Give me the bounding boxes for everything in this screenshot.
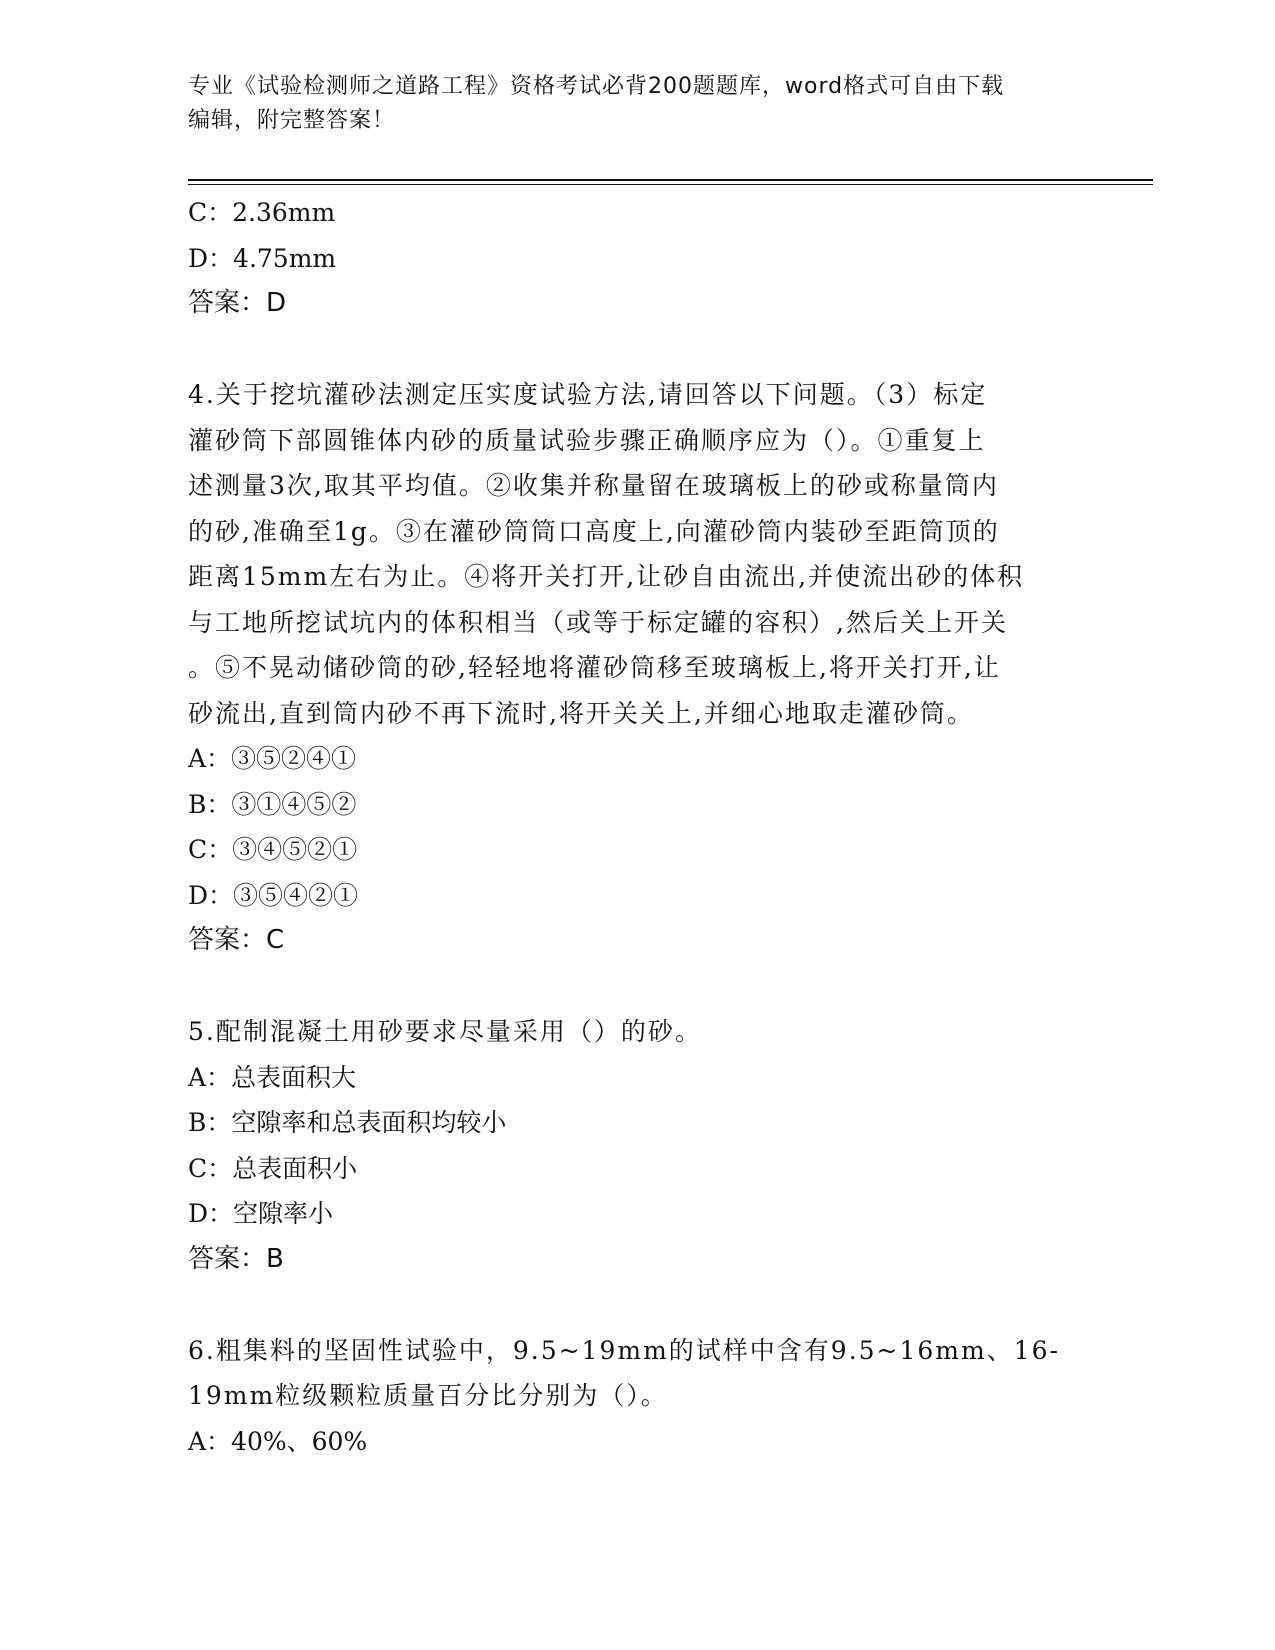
question-6 [188,1328,1078,1465]
q3-option-d: D：4.75mm [188,243,337,273]
q3-answer: 答案：D [188,288,287,318]
q4-option-a: A：③⑤②④① [188,744,357,773]
q4-line-3: 述测量3次,取其平均值。②收集并称量留在玻璃板上的砂或称量筒内 [188,471,999,500]
q5-question: 5.配制混凝土用砂要求尽量采用（）的砂。 [188,1017,702,1046]
header-rule-thin [188,184,1153,185]
q4-line-2: 灌砂筒下部圆锥体内砂的质量试验步骤正确顺序应为（）。①重复上 [188,425,986,455]
q4-line-1: 4.关于挖坑灌砂法测定压实度试验方法,请回答以下问题。（3）标定 [188,380,988,409]
q6-line-1: 6.粗集料的坚固性试验中，9.5~19mm的试样中含有9.5~16mm、16- [188,1335,1060,1365]
q5-answer: 答案：B [188,1243,284,1274]
q4-line-7: 。⑤不晃动储砂筒的砂,轻轻地将灌砂筒移至玻璃板上,将开关打开,让 [188,653,1001,682]
spacer [188,964,1078,1010]
q4-line-4: 的砂,准确至1g。③在灌砂筒筒口高度上,向灌砂筒内装砂至距筒顶的 [188,516,1000,546]
q4-option-d: D：③⑤④②① [188,880,359,910]
q5-option-a: A：总表面积大 [188,1062,357,1092]
q5-option-b: B：空隙率和总表面积均较小 [188,1108,507,1137]
q4-option-b: B：③①④⑤② [188,789,357,819]
header-line-2: 编辑，附完整答案！ [188,108,396,133]
q4-answer: 答案：C [188,925,285,955]
q5-option-d: D：空隙率小 [188,1199,334,1228]
question-3-tail [188,190,1078,327]
q6-line-2: 19mm粒级颗粒质量百分比分别为（）。 [188,1381,668,1410]
document-body [188,190,1078,1464]
q4-line-5: 距离15mm左右为止。④将开关打开,让砂自由流出,并使流出砂的体积 [188,562,1025,591]
q3-option-c: C：2.36mm [188,198,336,227]
q4-line-8: 砂流出,直到筒内砂不再下流时,将开关关上,并细心地取走灌砂筒。 [188,698,974,728]
document-header [188,70,1068,138]
question-4 [188,372,1078,964]
spacer [188,1282,1078,1328]
q4-option-c: C：③④⑤②① [188,835,358,864]
q5-option-c: C：总表面积小 [188,1153,358,1183]
header-line-1: 专业《试验检测师之道路工程》资格考试必背200题题库，word格式可自由下载 [188,74,1005,99]
q4-line-6: 与工地所挖试坑内的体积相当（或等于标定罐的容积）,然后关上开关 [188,607,1008,637]
header-rule-thick [188,179,1153,181]
question-5 [188,1009,1078,1282]
spacer [188,327,1078,373]
q6-option-a: A：40%、60% [188,1426,368,1456]
